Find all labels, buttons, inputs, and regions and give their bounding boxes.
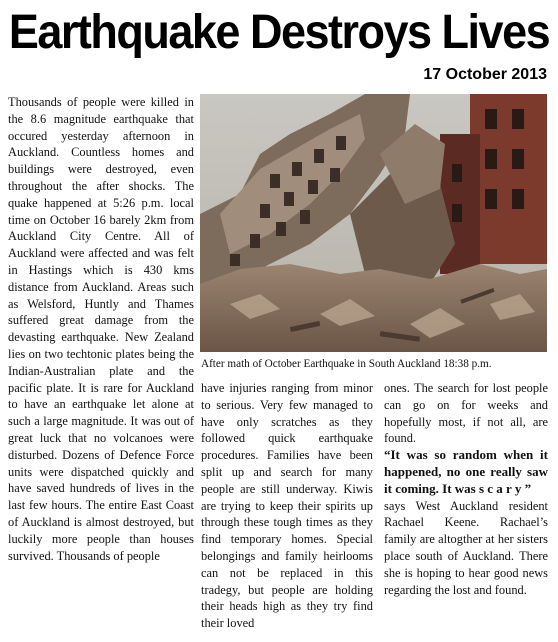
article-column-3	[384, 380, 548, 598]
column-1-text: Thousands of people were killed in the 8.6 magnitude earthquake that occured yesterday afternoon in Auckland. Countless homes and buildings were destroyed, even throughout the after shocks. The quake happened at 5:26 p.m. local time on October 16 barely 2km from Auckland City Centre. All of Auckland were affected and was felt in Hastings which is 430 kms distance from Auckland. Areas such as Welsford, Huntly and Thames suffered great damage from the devasting earthquake. New Zealand lies on two techtonic plates being the Indian-Australian plate and the pacific plate. It is rare for Auckland to have an earthquake let alone at such a large magnitude. It was out of great luck that no volcanoes were disturbed. Dozens of Defence Force units were dispatched quickly and have saved hundreds of lives in the last few hours. The entire East Coast of Auckland is almost destroyed, but luckily more people than houses survived. Thousands of people	[8, 95, 194, 563]
article-column-1	[8, 94, 194, 564]
publication-date: 17 October 2013	[423, 66, 547, 83]
earthquake-photo	[200, 94, 547, 352]
resident-quote: “It was so random when it happened, no one really saw it coming. It was s c a r y ”	[384, 447, 548, 496]
column-3-text-before: ones. The search for lost people can go on for weeks and hopefully most, if not all, are found.	[384, 381, 548, 446]
headline: Earthquake Destroys Lives	[8, 3, 550, 59]
column-2-text: have injuries ranging from minor to serious. Very few managed to have only scratches as they followed quick earthquake procedures. Families have been split up and search for many people are still underway. Kiwis are trying to keep their spirits up through these tough times as they find temporary homes. Special belongings and family heirlooms can not be replaced in this tradegy, but people are holding their heads high as they try find their loved	[201, 381, 373, 631]
photo-caption: After math of October Earthquake in South Auckland 18:38 p.m.	[201, 358, 492, 370]
article-column-2	[201, 380, 373, 632]
column-3-text-after: says West Auckland resident Rachael Keene. Rachael’s family are altogther at her sisters place south of Auckland. There she is hoping to hear good news regarding the lost and found.	[384, 498, 548, 597]
